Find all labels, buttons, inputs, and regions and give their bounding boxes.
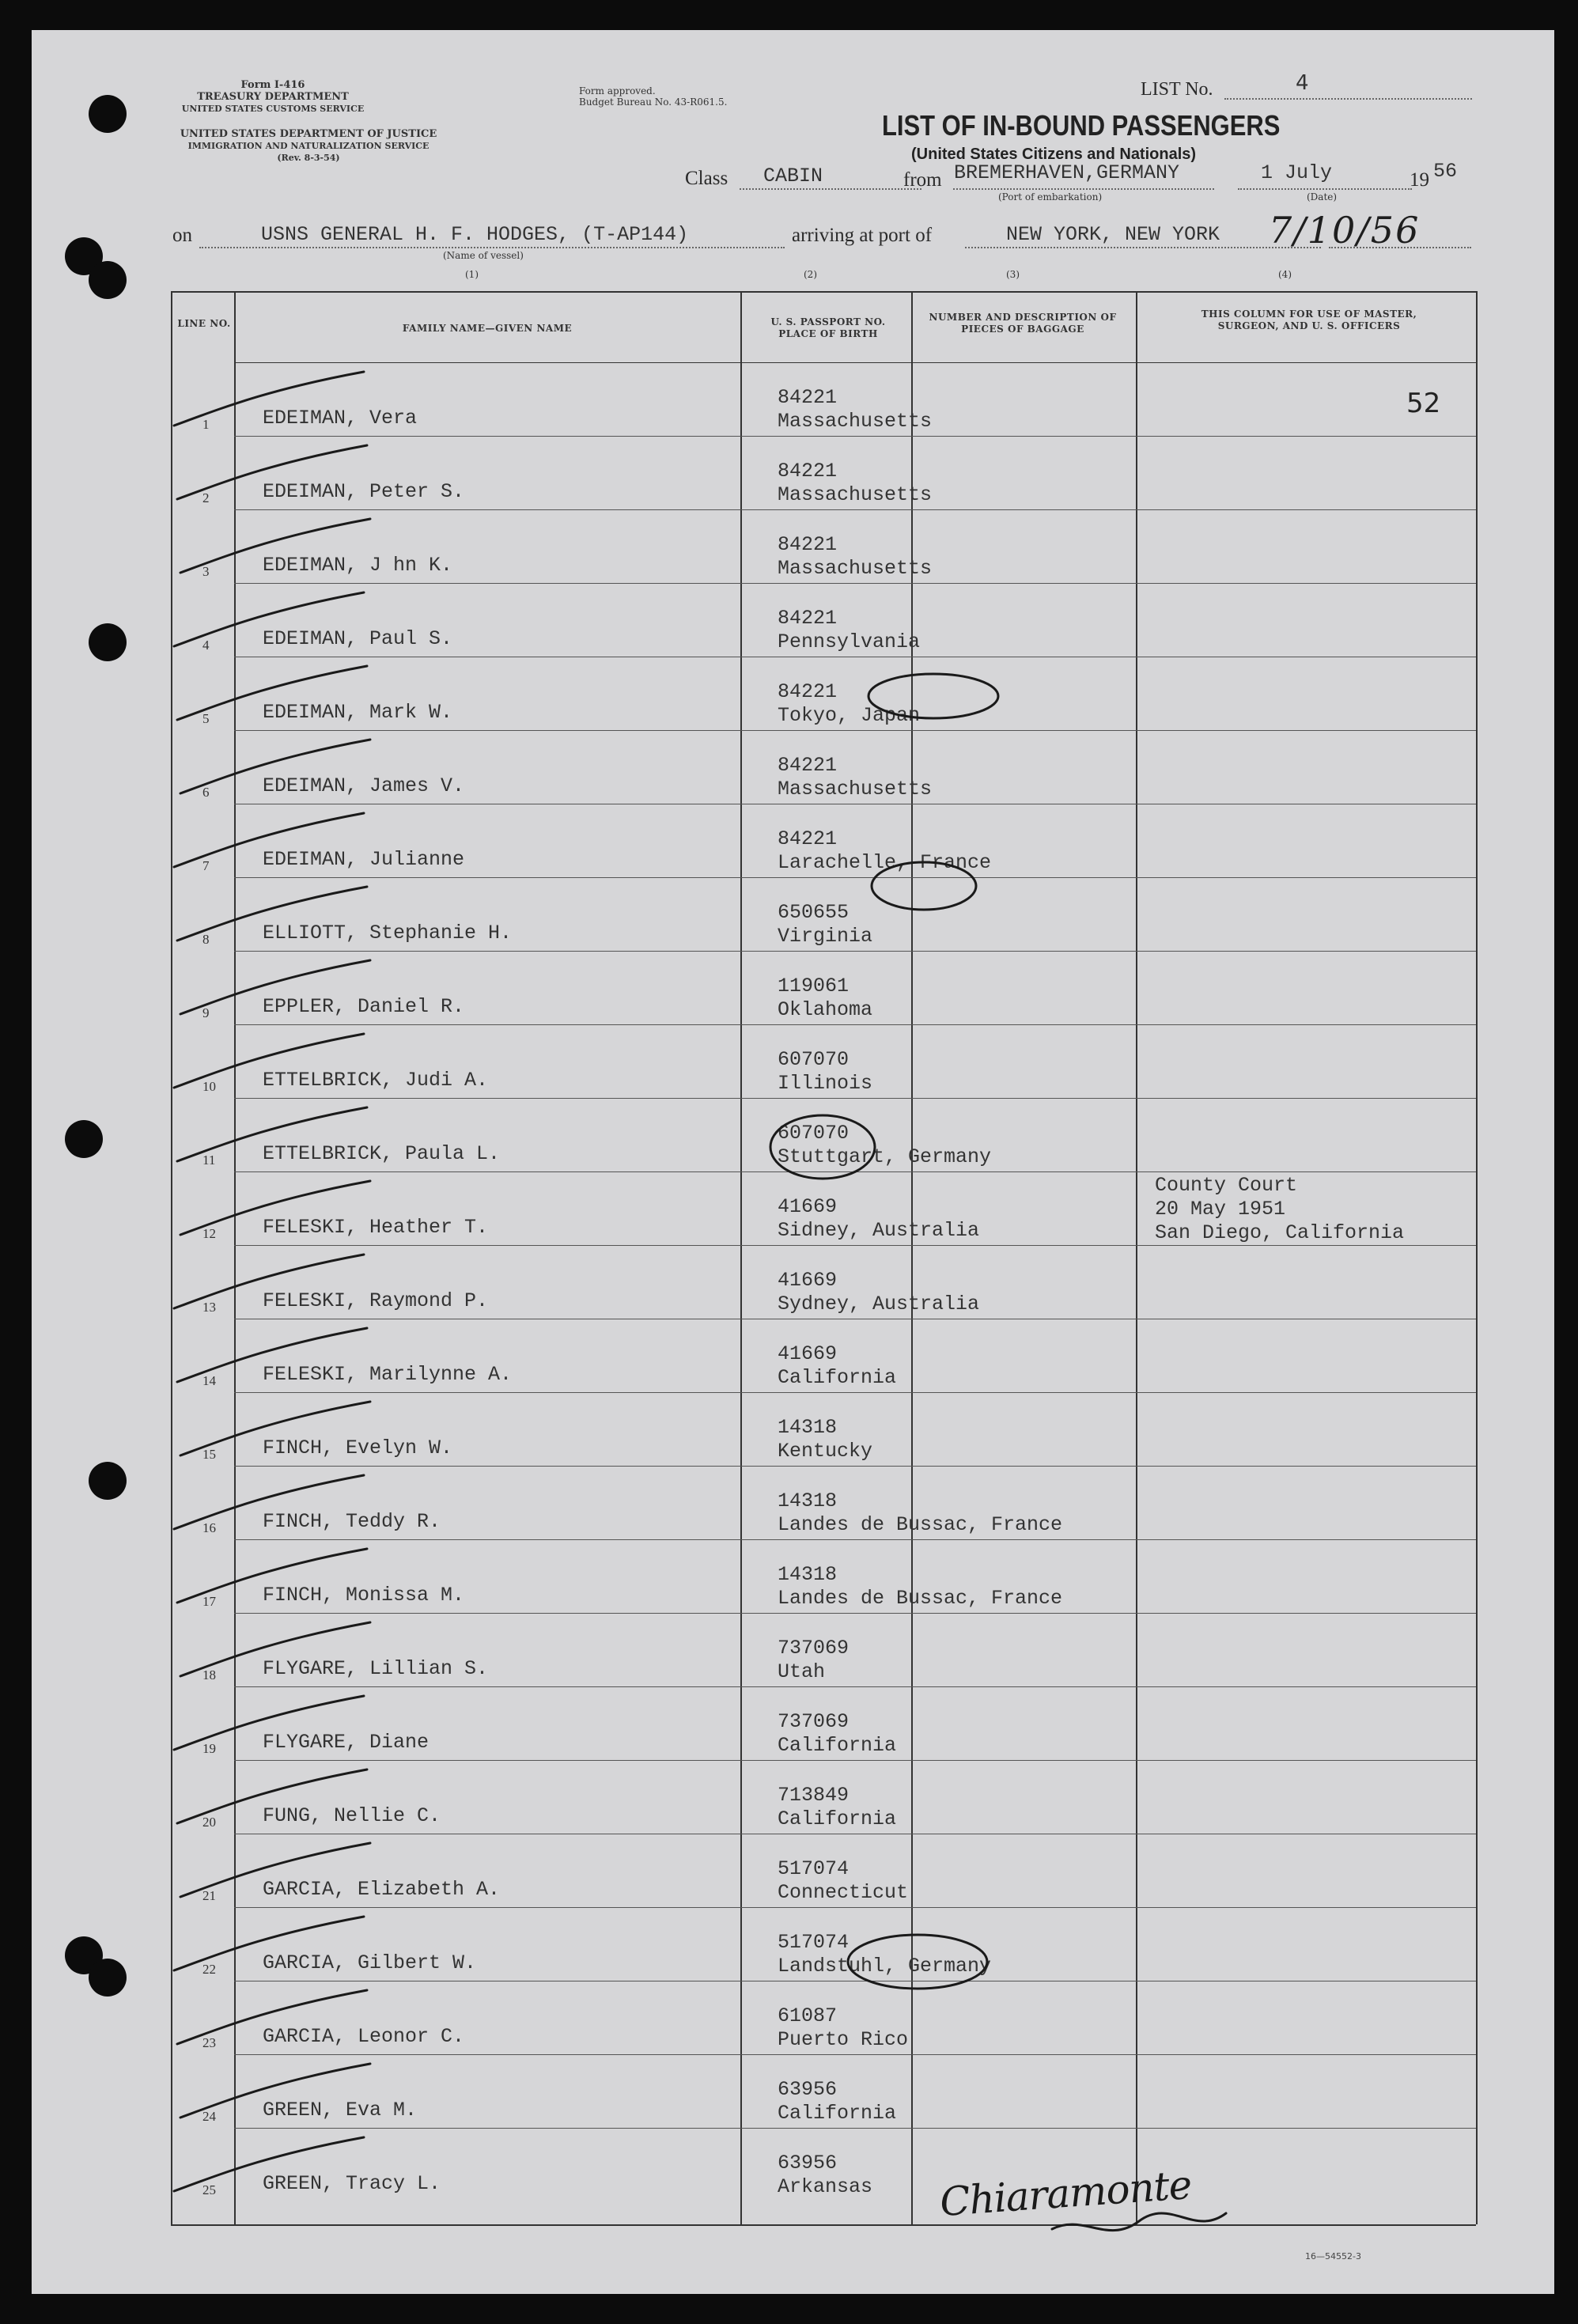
column-header-baggage: NUMBER AND DESCRIPTION OF PIECES OF BAGGAGE (929, 312, 1117, 335)
line-number: 23 (202, 2035, 216, 2050)
place-of-birth: Massachusetts (778, 483, 933, 506)
form-code: 16—54552-3 (1305, 2251, 1361, 2262)
passport-and-birthplace (778, 1195, 979, 1243)
caption-1: (1) (465, 269, 479, 280)
punch-hole (89, 261, 127, 299)
passport-number: 41669 (778, 1269, 838, 1292)
table-row (32, 1760, 1554, 1834)
column-header-name: FAMILY NAME—GIVEN NAME (402, 323, 573, 334)
customs-service: UNITED STATES CUSTOMS SERVICE (181, 104, 365, 114)
from-label: from (903, 169, 942, 191)
passenger-name: FINCH, Monissa M. (263, 1584, 465, 1607)
arrival-date-handwritten: 7/10/56 (1269, 209, 1421, 252)
column-header-passport: U. S. PASSPORT NO. PLACE OF BIRTH (770, 316, 886, 339)
list-number-label: LIST No. (1141, 79, 1213, 100)
line-number: 21 (202, 1888, 216, 1903)
passport-and-birthplace (778, 1563, 1062, 1611)
passport-number: 84221 (778, 827, 838, 850)
passport-number: 119061 (778, 975, 850, 997)
department-of-justice: UNITED STATES DEPARTMENT OF JUSTICE (180, 128, 437, 140)
form-approved: Form approved. (579, 85, 656, 97)
form-number: Form I-416 (240, 79, 305, 91)
passenger-name: EDEIMAN, Vera (263, 407, 418, 430)
arriving-label: arriving at port of (792, 225, 933, 246)
place-of-birth: Tokyo, Japan (778, 704, 921, 727)
passport-number: 607070 (778, 1122, 850, 1145)
passenger-name: EDEIMAN, Paul S. (263, 627, 453, 650)
passport-and-birthplace (778, 2078, 896, 2125)
court-line-1: County Court (1155, 1174, 1298, 1197)
table-bottom-border (171, 2224, 1476, 2226)
line-number: 13 (202, 1300, 216, 1315)
line-number: 19 (202, 1741, 216, 1756)
table-row (32, 657, 1554, 730)
passport-and-birthplace (778, 460, 932, 507)
table-row (32, 2128, 1554, 2201)
class-value: CABIN (763, 165, 823, 187)
place-of-birth: Puerto Rico (778, 2028, 909, 2051)
place-of-birth: Landes de Bussac, France (778, 1587, 1063, 1610)
revision: (Rev. 8-3-54) (277, 153, 340, 163)
place-of-birth: Connecticut (778, 1881, 909, 1904)
line-number: 16 (202, 1520, 216, 1535)
passenger-name: FLYGARE, Diane (263, 1731, 430, 1754)
passenger-name: FINCH, Teddy R. (263, 1510, 441, 1533)
line-number: 24 (202, 2109, 216, 2124)
vessel-line (199, 247, 785, 248)
line-number: 1 (202, 417, 210, 432)
passport-number: 41669 (778, 1195, 838, 1218)
court-record (1155, 1174, 1404, 1245)
line-number: 7 (202, 858, 210, 873)
line-number: 11 (202, 1153, 216, 1168)
place-of-birth: Virginia (778, 925, 873, 948)
passport-and-birthplace (778, 1931, 991, 1978)
table-row (32, 1392, 1554, 1466)
place-of-birth: Sydney, Australia (778, 1293, 980, 1315)
place-of-birth: Oklahoma (778, 998, 873, 1021)
place-of-birth: Massachusetts (778, 557, 933, 580)
line-number: 15 (202, 1447, 216, 1462)
passport-and-birthplace (778, 1122, 991, 1169)
caption-2: (2) (804, 269, 817, 280)
table-row (32, 1907, 1554, 1981)
passport-number: 84221 (778, 460, 838, 483)
passenger-name: FELESKI, Heather T. (263, 1216, 489, 1239)
passport-number: 84221 (778, 386, 838, 409)
treasury-department: TREASURY DEPARTMENT (197, 91, 349, 103)
passport-and-birthplace (778, 2152, 872, 2199)
place-of-birth: Landstuhl, Germany (778, 1955, 992, 1978)
place-of-birth: California (778, 1734, 897, 1757)
page-subtitle: (United States Citizens and Nationals) (911, 146, 1197, 163)
passport-and-birthplace (778, 1710, 896, 1758)
line-number: 17 (202, 1594, 216, 1609)
table-row (32, 362, 1554, 436)
passenger-name: GREEN, Eva M. (263, 2099, 418, 2122)
passport-and-birthplace (778, 1784, 896, 1831)
passport-and-birthplace (778, 1637, 849, 1684)
page-number: 52 (1406, 388, 1441, 419)
place-of-birth: Sidney, Australia (778, 1219, 980, 1242)
passport-and-birthplace (778, 1416, 872, 1463)
table-row (32, 509, 1554, 583)
passport-and-birthplace (778, 901, 872, 948)
line-number: 14 (202, 1373, 216, 1388)
line-number: 3 (202, 564, 210, 579)
line-number: 12 (202, 1226, 216, 1241)
place-of-birth: Arkansas (778, 2175, 873, 2198)
caption-3: (3) (1006, 269, 1020, 280)
line-number: 2 (202, 490, 210, 505)
passport-and-birthplace (778, 607, 920, 654)
passport-number: 737069 (778, 1710, 850, 1733)
punch-hole (89, 95, 127, 133)
list-number-line (1224, 98, 1472, 100)
line-number: 25 (202, 2182, 216, 2197)
line-number: 5 (202, 711, 210, 726)
inspector-signature (938, 2161, 1194, 2226)
line-number: 20 (202, 1815, 216, 1830)
passenger-name: EDEIMAN, Julianne (263, 848, 465, 871)
passenger-name: FLYGARE, Lillian S. (263, 1657, 489, 1680)
passport-number: 84221 (778, 680, 838, 703)
year-prefix: 19 (1410, 169, 1429, 191)
manifest-sheet (32, 30, 1554, 2294)
date-caption: (Date) (1307, 191, 1338, 202)
passport-number: 84221 (778, 533, 838, 556)
passport-number: 14318 (778, 1489, 838, 1512)
table-row (32, 2054, 1554, 2128)
passport-and-birthplace (778, 386, 932, 433)
passenger-name: FELESKI, Marilynne A. (263, 1363, 513, 1386)
passenger-name: EDEIMAN, Peter S. (263, 480, 465, 503)
embarkation-caption: (Port of embarkation) (998, 191, 1103, 202)
table-row (32, 1319, 1554, 1392)
vessel-name: USNS GENERAL H. F. HODGES, (T-AP144) (261, 223, 689, 246)
embarkation-date: 1 July (1261, 161, 1333, 184)
passport-number: 517074 (778, 1857, 850, 1880)
place-of-birth: Stuttgart, Germany (778, 1145, 992, 1168)
passenger-name: GREEN, Tracy L. (263, 2172, 441, 2195)
passport-and-birthplace (778, 1048, 872, 1096)
place-of-birth: Landes de Bussac, France (778, 1513, 1063, 1536)
line-number: 9 (202, 1005, 210, 1020)
caption-4: (4) (1278, 269, 1292, 280)
passport-and-birthplace (778, 827, 991, 875)
place-of-birth: Pennsylvania (778, 630, 921, 653)
passenger-name: GARCIA, Leonor C. (263, 2025, 465, 2048)
table-row (32, 1834, 1554, 1907)
table-row (32, 583, 1554, 657)
passport-and-birthplace (778, 680, 920, 728)
passport-number: 84221 (778, 607, 838, 630)
passport-number: 41669 (778, 1342, 838, 1365)
line-number: 8 (202, 932, 210, 947)
place-of-birth: Larachelle, France (778, 851, 992, 874)
table-row (32, 1981, 1554, 2054)
passport-and-birthplace (778, 1342, 896, 1390)
line-number: 18 (202, 1667, 216, 1682)
class-label: Class (685, 168, 728, 189)
table-row (32, 436, 1554, 509)
passport-and-birthplace (778, 1857, 908, 1905)
passport-number: 737069 (778, 1637, 850, 1660)
table-row (32, 1245, 1554, 1319)
passport-and-birthplace (778, 975, 872, 1022)
list-number: 4 (1296, 71, 1309, 95)
passport-number: 517074 (778, 1931, 850, 1954)
passport-number: 63956 (778, 2152, 838, 2174)
agency-block (158, 79, 388, 115)
passport-number: 14318 (778, 1563, 838, 1586)
table-row (32, 730, 1554, 804)
place-of-birth: Utah (778, 1660, 826, 1683)
passenger-name: EDEIMAN, James V. (263, 774, 465, 797)
year-suffix: 56 (1433, 160, 1458, 183)
table-row (32, 1686, 1554, 1760)
passport-number: 14318 (778, 1416, 838, 1439)
passport-and-birthplace (778, 1269, 979, 1316)
column-header-officers: THIS COLUMN FOR USE OF MASTER, SURGEON, AND U. S. OFFICERS (1201, 308, 1417, 331)
table-row (32, 1466, 1554, 1539)
passport-number: 713849 (778, 1784, 850, 1807)
passport-and-birthplace (778, 1489, 1062, 1537)
budget-bureau: Budget Bureau No. 43-R061.5. (579, 97, 728, 108)
passenger-name: EPPLER, Daniel R. (263, 995, 465, 1018)
line-number: 6 (202, 785, 210, 800)
passport-number: 650655 (778, 901, 850, 924)
passenger-name: ELLIOTT, Stephanie H. (263, 922, 513, 944)
passenger-name: FELESKI, Raymond P. (263, 1289, 489, 1312)
vessel-caption: (Name of vessel) (443, 250, 524, 261)
passenger-name: GARCIA, Elizabeth A. (263, 1878, 501, 1901)
place-of-birth: California (778, 1807, 897, 1830)
passenger-name: ETTELBRICK, Paula L. (263, 1142, 501, 1165)
place-of-birth: Massachusetts (778, 778, 933, 801)
place-of-birth: California (778, 1366, 897, 1389)
date-line (1238, 188, 1412, 190)
ins-service: IMMIGRATION AND NATURALIZATION SERVICE (187, 141, 430, 151)
passenger-name: EDEIMAN, Mark W. (263, 701, 453, 724)
table-row (32, 951, 1554, 1024)
signature-text: Chiaramonte (938, 2161, 1194, 2226)
column-header-line-no: LINE NO. (177, 318, 231, 329)
arrival-port: NEW YORK, NEW YORK (1006, 223, 1220, 246)
line-number: 4 (202, 638, 210, 653)
table-row (32, 1539, 1554, 1613)
line-number: 22 (202, 1962, 216, 1977)
table-top-border (171, 291, 1476, 293)
port-line (965, 247, 1321, 248)
passenger-name: EDEIMAN, J hn K. (263, 554, 453, 577)
court-line-3: San Diego, California (1155, 1221, 1405, 1244)
passport-and-birthplace (778, 533, 932, 581)
passport-and-birthplace (778, 754, 932, 801)
approval-block (579, 85, 727, 108)
table-row (32, 877, 1554, 951)
passport-number: 84221 (778, 754, 838, 777)
table-row (32, 804, 1554, 877)
place-of-birth: Illinois (778, 1072, 873, 1095)
passport-and-birthplace (778, 2004, 908, 2052)
table-row (32, 1024, 1554, 1098)
place-of-birth: Massachusetts (778, 410, 933, 433)
passenger-name: GARCIA, Gilbert W. (263, 1951, 477, 1974)
justice-block (166, 128, 451, 164)
passenger-name: FUNG, Nellie C. (263, 1804, 441, 1827)
line-number: 10 (202, 1079, 216, 1094)
table-row (32, 1613, 1554, 1686)
class-line (740, 188, 921, 190)
embarkation-port: BREMERHAVEN,GERMANY (954, 161, 1180, 184)
page-title: LIST OF IN-BOUND PASSENGERS (882, 109, 1281, 142)
passport-number: 607070 (778, 1048, 850, 1071)
place-of-birth: California (778, 2102, 897, 2125)
court-line-2: 20 May 1951 (1155, 1198, 1286, 1221)
table-row (32, 1098, 1554, 1171)
on-label: on (172, 225, 192, 246)
from-line (953, 188, 1214, 190)
passport-number: 63956 (778, 2078, 838, 2101)
place-of-birth: Kentucky (778, 1440, 873, 1463)
passenger-name: ETTELBRICK, Judi A. (263, 1069, 489, 1092)
passport-number: 61087 (778, 2004, 838, 2027)
passenger-name: FINCH, Evelyn W. (263, 1436, 453, 1459)
